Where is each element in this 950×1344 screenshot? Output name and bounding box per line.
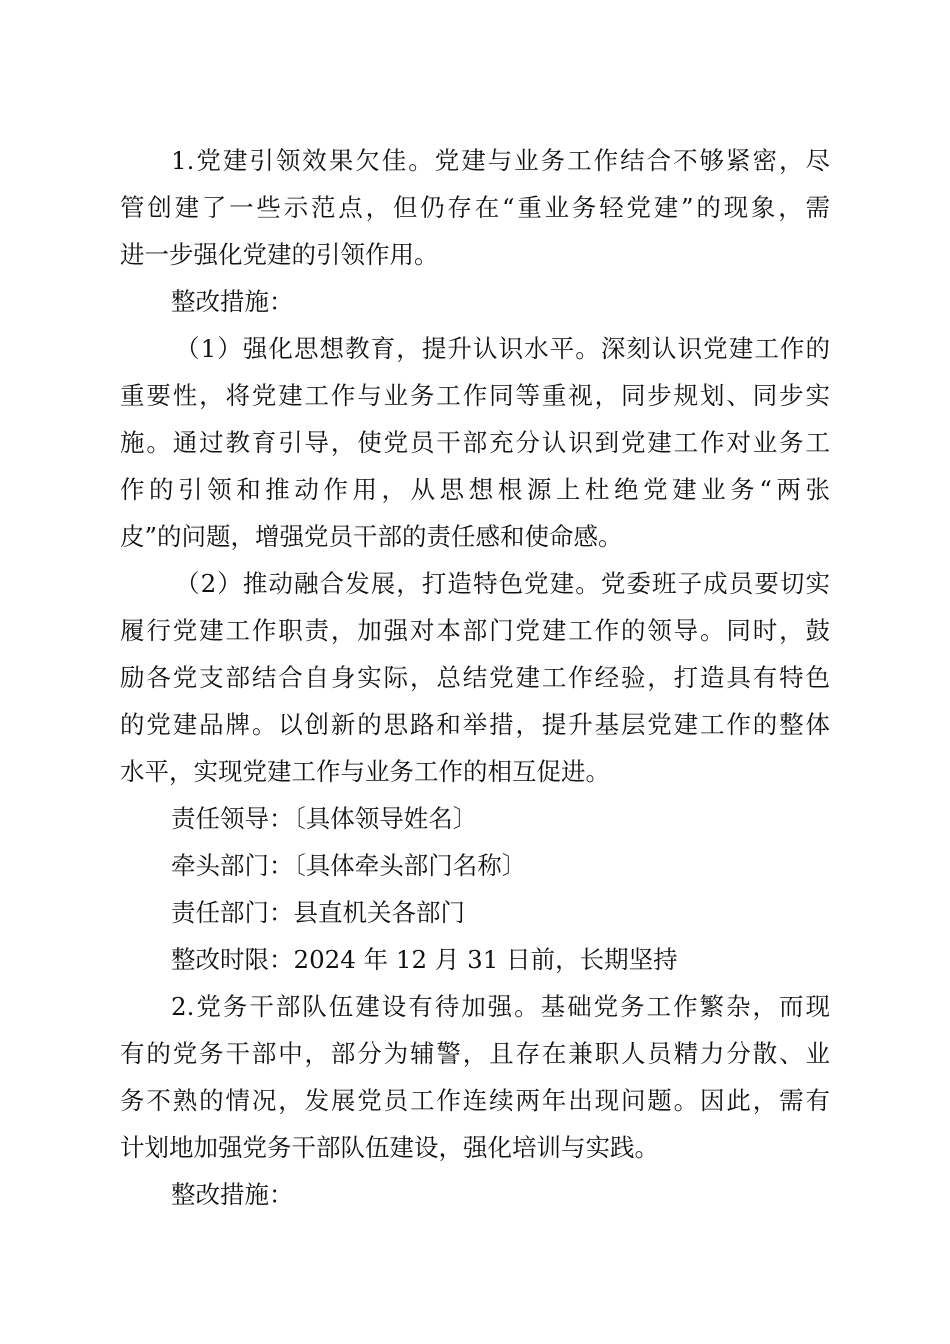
paragraph-2-line-1: 2.党务干部队伍建设有待加强。基础党务工作繁杂，而现 (171, 992, 830, 1021)
paragraph-1-line-3: 进一步强化党建的引领作用。 (120, 240, 439, 269)
measure-1-line-1: （1）强化思想教育，提升认识水平。深刻认识党建工作的 (175, 334, 830, 363)
rectification-deadline: 整改时限：2024 年 12 月 31 日前，长期坚持 (171, 945, 678, 974)
measure-2-line-1: （2）推动融合发展，打造特色党建。党委班子成员要切实 (175, 569, 830, 598)
paragraph-2-line-4: 计划地加强党务干部队伍建设，强化培训与实践。 (120, 1133, 659, 1162)
paragraph-1-line-2: 管创建了一些示范点，但仍存在“重业务轻党建”的现象，需 (120, 193, 830, 222)
paragraph-1-line-1: 1.党建引领效果欠佳。党建与业务工作结合不够紧密，尽 (171, 146, 830, 175)
measures-heading-2: 整改措施： (171, 1180, 294, 1209)
responsible-department: 责任部门：县直机关各部门 (171, 898, 465, 927)
measure-1-line-4: 作的引领和推动作用，从思想根源上杜绝党建业务“两张 (120, 475, 830, 504)
responsible-leader: 责任领导：〔具体领导姓名〕 (171, 804, 478, 833)
measure-2-line-4: 的党建品牌。以创新的思路和举措，提升基层党建工作的整体 (120, 710, 830, 739)
paragraph-2-line-2: 有的党务干部中，部分为辅警，且存在兼职人员精力分散、业 (120, 1039, 830, 1068)
measures-heading-1: 整改措施： (171, 287, 294, 316)
paragraph-2-line-3: 务不熟的情况，发展党员工作连续两年出现问题。因此，需有 (120, 1086, 830, 1115)
lead-department: 牵头部门：〔具体牵头部门名称〕 (171, 851, 527, 880)
measure-2-line-3: 励各党支部结合自身实际，总结党建工作经验，打造具有特色 (120, 663, 830, 692)
measure-1-line-3: 施。通过教育引导，使党员干部充分认识到党建工作对业务工 (120, 428, 830, 457)
measure-2-line-2: 履行党建工作职责，加强对本部门党建工作的领导。同时，鼓 (120, 616, 830, 645)
measure-1-line-2: 重要性，将党建工作与业务工作同等重视，同步规划、同步实 (120, 381, 830, 410)
measure-1-line-5: 皮”的问题，增强党员干部的责任感和使命感。 (120, 522, 623, 551)
measure-2-line-5: 水平，实现党建工作与业务工作的相互促进。 (120, 757, 610, 786)
